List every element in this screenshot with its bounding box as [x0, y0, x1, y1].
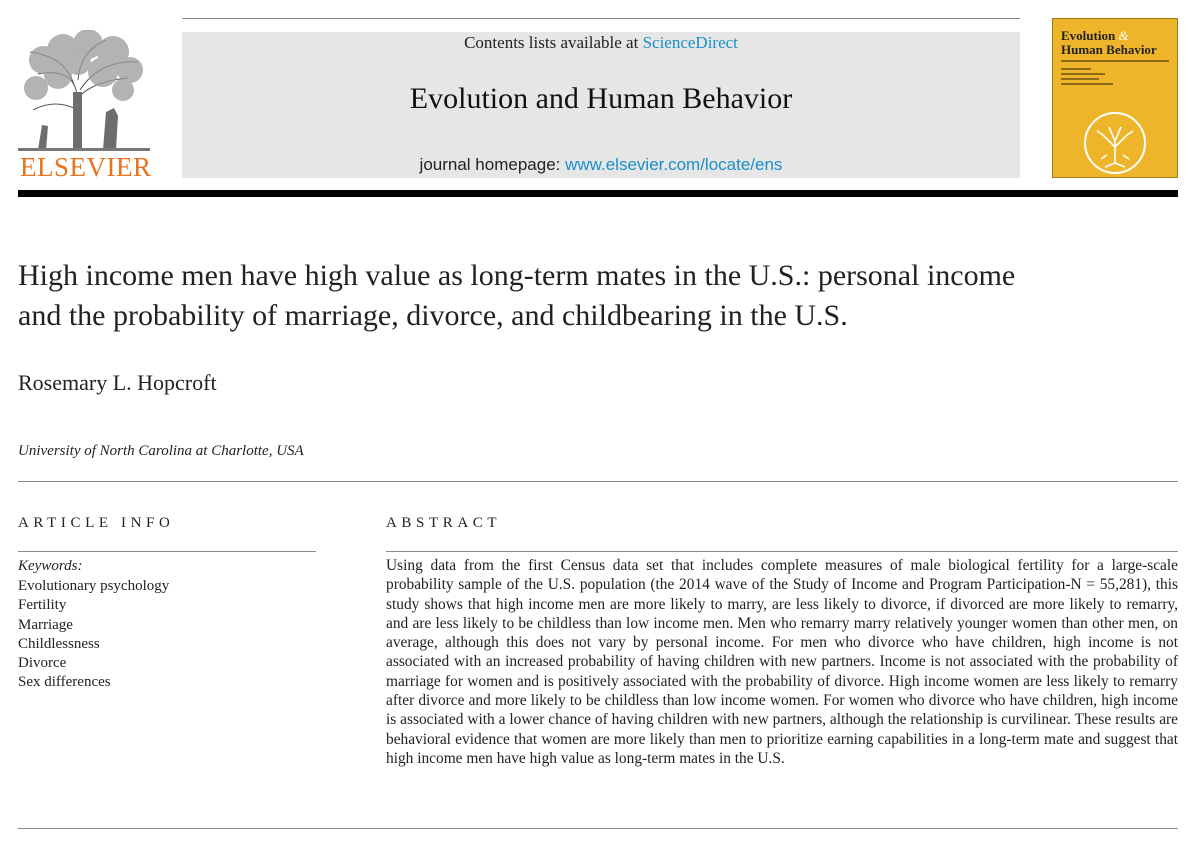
keyword-item: Marriage	[18, 616, 73, 633]
keyword-item: Divorce	[18, 655, 67, 672]
keyword-list	[18, 577, 169, 693]
cover-tree-emblem-icon	[1083, 111, 1147, 175]
abstract-bottom-rule	[18, 828, 1178, 829]
cover-title	[1061, 29, 1173, 57]
homepage-prefix: journal homepage:	[419, 155, 561, 174]
author-name: Rosemary L. Hopcroft	[18, 370, 217, 395]
cover-title-line2: Human Behavior	[1061, 42, 1157, 57]
abstract-heading: ABSTRACT	[386, 515, 502, 531]
journal-title: Evolution and Human Behavior	[409, 82, 793, 115]
keyword-item: Childlessness	[18, 635, 100, 652]
journal-homepage-link[interactable]: www.elsevier.com/locate/ens	[565, 155, 783, 174]
journal-cover	[1052, 18, 1178, 178]
cover-fine-print	[1061, 60, 1171, 88]
homepage-line	[182, 155, 1020, 175]
cover-title-amp: &	[1118, 28, 1129, 43]
elsevier-wordmark: ELSEVIER	[20, 152, 152, 182]
article-info-rule	[18, 551, 316, 552]
contents-line	[182, 33, 1020, 53]
keyword-item: Sex differences	[18, 674, 111, 691]
cover-title-line1: Evolution	[1061, 28, 1116, 43]
keyword-item: Evolutionary psychology	[18, 578, 170, 594]
keywords-label: Keywords:	[18, 558, 83, 574]
keyword-item: Fertility	[18, 597, 67, 614]
abstract-rule	[386, 551, 1178, 552]
header-bottom-rule	[18, 190, 1178, 197]
header-top-rule	[182, 18, 1020, 19]
abstract-body: Using data from the first Census data set that includes complete measures of male biological fertility for a large-scale probability sample of the U.S. population (the 2014 wave of the Study of Income and Program Participation-N = 55,281), this study shows that high income men are more likely to marry, are less likely to divorce, if divorced are more likely to remarry, and are less likely to be childless than low income men. Men who remarry marry relatively younger women than other men, on average, although this does not vary by personal income. For men who divorce who have children, high income is not associated with an increased probability of having children with new partners. Income is not associated with the probability of marriage for women and is positively associated with the probability of divorce. High income women are less likely to remarry after divorce and more likely to be childless than low income women. For women who divorce who have children, high income is associated with a lower chance of having children with new partners, although the relationship is curvilinear. These results are behavioral evidence that women are more likely than men to prioritize earning capabilities in a long-term mate and suggest that high income men have high value as long-term mates in the U.S.	[386, 557, 1178, 767]
article-info-heading: ARTICLE INFO	[18, 515, 175, 531]
contents-prefix: Contents lists available at	[464, 33, 639, 52]
sciencedirect-link[interactable]: ScienceDirect	[642, 33, 738, 52]
journal-masthead	[182, 32, 1020, 178]
author-affiliation: University of North Carolina at Charlotte, USA	[18, 443, 304, 459]
title-block-rule	[18, 481, 1178, 482]
paper-title: High income men have high value as long-term mates in the U.S.: personal income and the probability of marriage, divorce, and childbearing in the U.S.	[18, 259, 1016, 332]
